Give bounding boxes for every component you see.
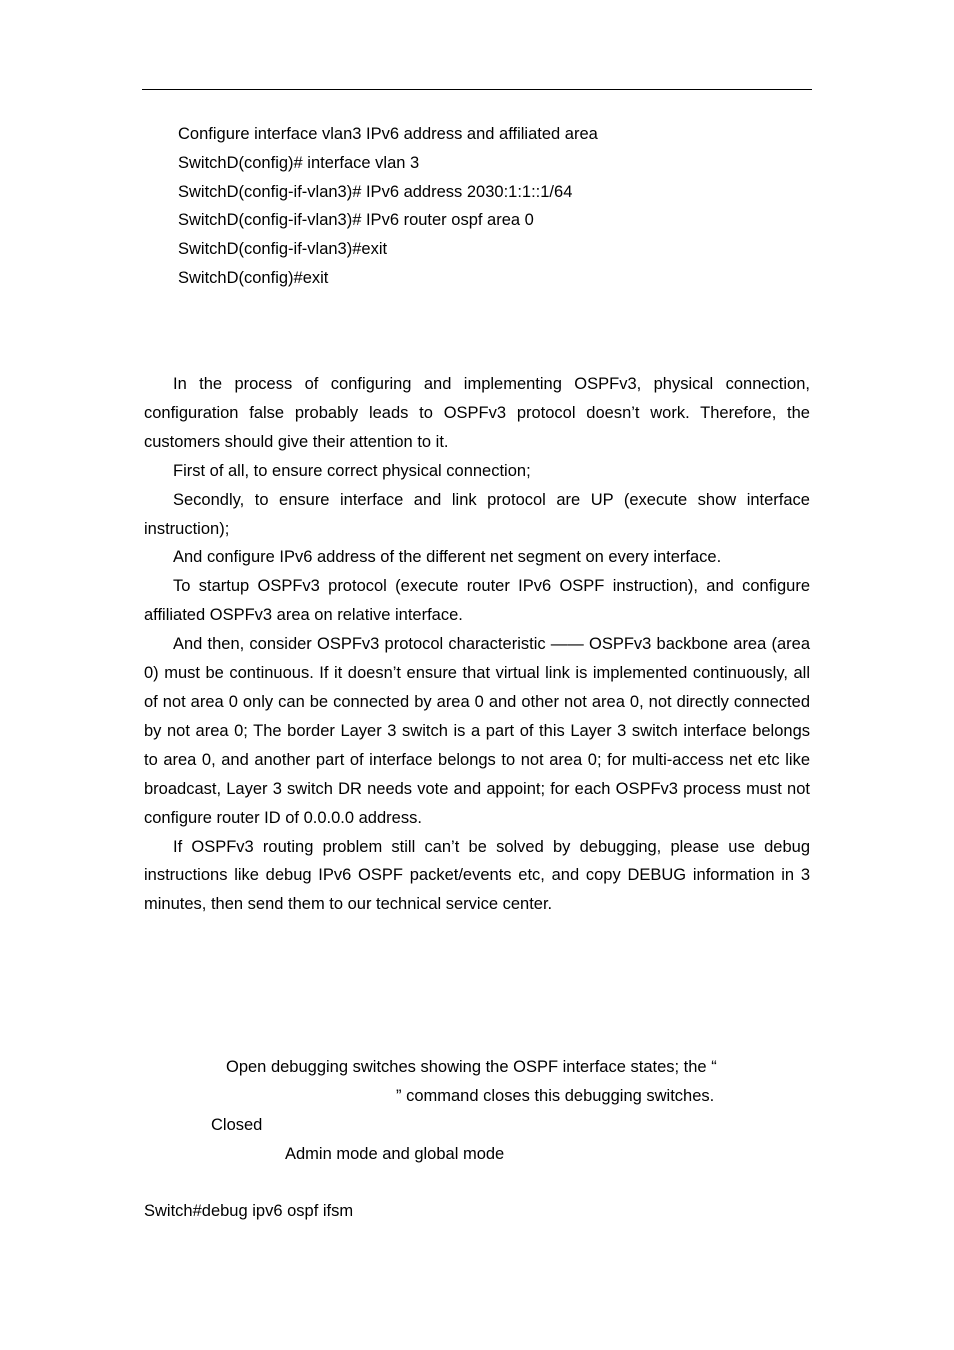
command-example: Switch#debug ipv6 ospf ifsm [144, 1202, 354, 1220]
code-line: Configure interface vlan3 IPv6 address and affiliated area [178, 125, 598, 143]
config-code-block [178, 120, 598, 293]
code-line: SwitchD(config-if-vlan3)# IPv6 address 2030:1:1::1/64 [178, 182, 573, 201]
code-line: SwitchD(config-if-vlan3)# IPv6 router ospf area 0 [178, 211, 534, 230]
paragraph: First of all, to ensure correct physical connection; [173, 461, 531, 480]
paragraph: In the process of configuring and implementing OSPFv3, physical connection, configuration false probably leads to OSPFv3 protocol doesn’t work. Therefore, the customers should give their attention to it. [144, 375, 810, 451]
paragraph: Secondly, to ensure interface and link protocol are UP (execute show interface instruction); [144, 490, 810, 538]
paragraph: If OSPFv3 routing problem still can’t be solved by debugging, please use debug instructions like debug IPv6 OSPF packet/events etc, and copy DEBUG information in 3 minutes, then send them to our technical service center. [144, 837, 810, 914]
paragraph: And configure IPv6 address of the different net segment on every interface. [173, 548, 722, 567]
header-rule [142, 89, 812, 90]
troubleshooting-text [144, 370, 810, 919]
command-function-line1: Open debugging switches showing the OSPF interface states; the “ [226, 1058, 717, 1076]
code-line: SwitchD(config-if-vlan3)#exit [178, 240, 388, 259]
command-mode: Admin mode and global mode [285, 1145, 505, 1163]
command-default: Closed [211, 1116, 263, 1134]
paragraph: And then, consider OSPFv3 protocol characteristic —— OSPFv3 backbone area (area 0) must be continuous. If it doesn’t ensure that virtual link is implemented continuously, all of not area 0 only can be connected by area 0 and other not area 0, not directly connected by not area 0; The border Layer 3 switch is a part of this Layer 3 switch interface belongs to area 0, and another part of interface belongs to not area 0; for multi-access net etc like broadcast, Layer 3 switch DR needs vote and appoint; for each OSPFv3 process must not configure router ID of 0.0.0.0 address. [144, 635, 810, 827]
code-line: SwitchD(config)#exit [178, 268, 329, 287]
paragraph: To startup OSPFv3 protocol (execute router IPv6 OSPF instruction), and configure affiliated OSPFv3 area on relative interface. [144, 577, 810, 625]
command-function-line2: ” command closes this debugging switches. [396, 1087, 715, 1105]
code-line: SwitchD(config)# interface vlan 3 [178, 153, 420, 172]
